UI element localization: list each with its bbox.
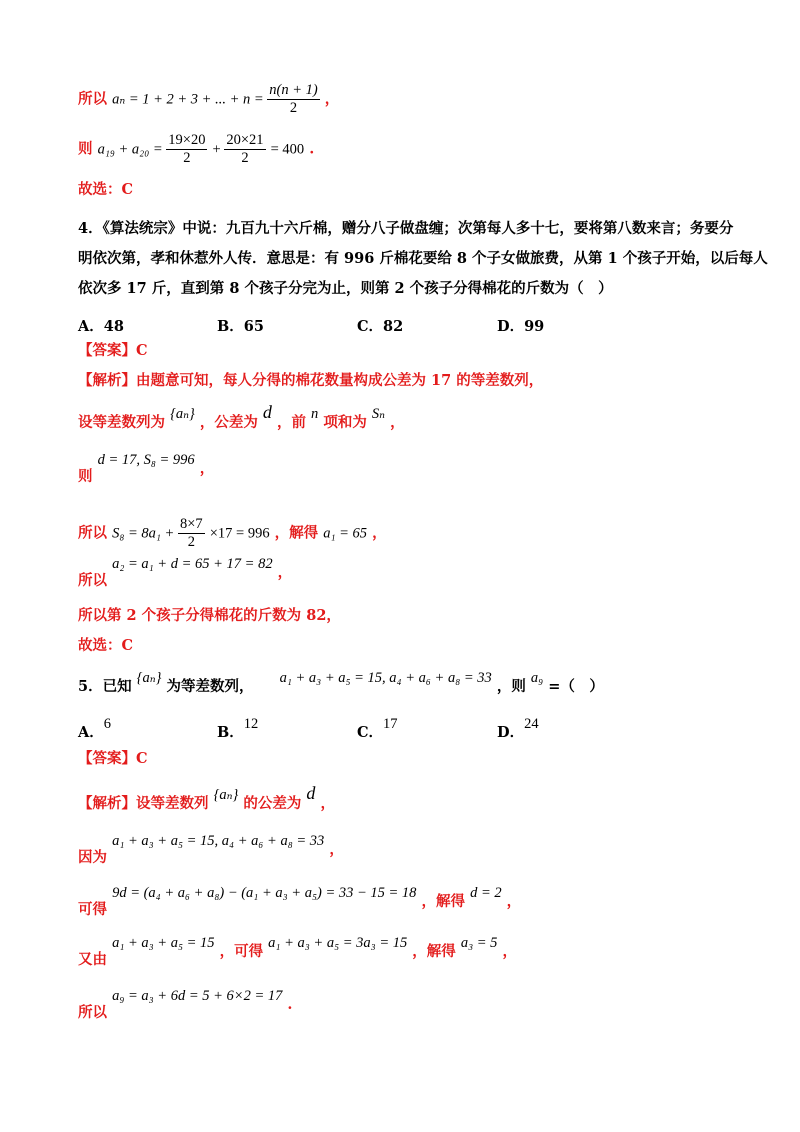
fraction: [224, 132, 265, 167]
formula-s8: S₈ = 8a₁ +: [112, 525, 178, 542]
suffix-text: ，: [502, 943, 517, 960]
analysis-a9: [78, 988, 293, 1021]
answer-label: 【答案】C: [78, 342, 148, 359]
analysis-a2: [78, 556, 293, 589]
option-d: D．99: [497, 318, 545, 335]
fraction-denominator: 2: [289, 100, 298, 116]
formula-condition: a₁ + a₃ + a₅ = 15, a₄ + a₆ + a₈ = 33: [279, 670, 492, 686]
suffix-text: .: [287, 996, 293, 1013]
fraction: [267, 82, 319, 117]
option-a: [78, 716, 112, 742]
formula-sum: aₙ = 1 + 2 + 3 + ... + n =: [112, 91, 268, 108]
formula-3a3: a₁ + a₃ + a₅ = 3a₃ = 15: [268, 935, 408, 951]
text-part: 的公差为: [243, 795, 302, 812]
analysis-setup: [78, 402, 405, 431]
choose-c-text: 故选：C: [78, 181, 134, 198]
option-b: B．65: [217, 318, 264, 335]
prefix-text: 所以: [78, 524, 107, 542]
analysis-conclusion: 所以第 2 个孩子分得棉花的斤数为 82，: [78, 607, 341, 624]
prefix-text: 所以: [78, 90, 107, 108]
suffix-text: ，: [324, 90, 340, 108]
formula-condition: a₁ + a₃ + a₅ = 15: [112, 935, 215, 951]
text-part: ，可得: [219, 943, 264, 960]
fraction-denominator: 2: [183, 150, 191, 166]
formula-9d: 9d = (a₄ + a₆ + a₈) − (a₁ + a₃ + a₅) = 33 − 15 = 18: [112, 885, 417, 901]
solution-line-a19-a20: [78, 132, 314, 167]
question-5-stem: [78, 670, 604, 695]
fraction-numerator: 19×20: [168, 132, 206, 148]
formula-a19-a20: a₁₉ + a₂₀ =: [97, 141, 167, 158]
analysis-solve-a1: [78, 516, 387, 551]
fraction: [166, 132, 207, 167]
analysis-intro: [78, 783, 335, 812]
suffix-text: ，: [372, 524, 387, 542]
fraction-denominator: 2: [187, 534, 195, 550]
text-part: ，: [320, 795, 335, 812]
formula-d: d = 2: [470, 885, 502, 901]
suffix-text: ，: [277, 564, 293, 581]
result-value: = 400: [270, 141, 305, 158]
analysis-given: [78, 833, 344, 866]
text-part: 【解析】设等差数列: [78, 795, 209, 812]
question-4-line-3: 依次多 17 斤，直到第 8 个孩子分完为止，则第 2 个孩子分得棉花的斤数为（ ）: [78, 280, 613, 297]
fraction-numerator: 8×7: [179, 516, 203, 532]
solution-line-sum: [78, 82, 339, 117]
answer-label: 【答案】C: [78, 750, 148, 767]
text-part: 5．已知: [78, 678, 132, 695]
option-value: 12: [243, 716, 259, 732]
prefix-text: 又由: [78, 951, 107, 968]
common-difference-symbol: d: [262, 402, 272, 422]
prefix-text: 所以: [78, 1004, 107, 1021]
sequence-notation: {aₙ}: [170, 406, 195, 422]
plus-sign: +: [212, 141, 225, 158]
text-part: 设等差数列为: [78, 414, 165, 431]
common-difference-symbol: d: [306, 783, 316, 803]
analysis-a3: [78, 935, 517, 968]
option-a: A．48: [78, 318, 124, 335]
text-part: ，: [390, 414, 405, 431]
formula-a2: a₂ = a₁ + d = 65 + 17 = 82: [112, 556, 273, 572]
text-part: =（ ）: [548, 678, 604, 695]
prefix-text: 可得: [78, 901, 107, 918]
sequence-notation: {aₙ}: [213, 787, 239, 803]
option-letter: B．: [217, 724, 244, 741]
formula-a1: a₁ = 65: [323, 525, 368, 542]
formula-given: d = 17, S₈ = 996: [97, 452, 195, 468]
fraction-numerator: 20×21: [226, 132, 264, 148]
formula-s8-rest: ×17 = 996: [209, 525, 270, 542]
choose-c-text: 故选：C: [78, 637, 134, 654]
text-part: ，前: [276, 414, 306, 431]
analysis-solve-d: [78, 885, 522, 918]
text-part: 为等差数列，: [166, 678, 254, 695]
suffix-text: ，: [199, 460, 215, 477]
fraction: [178, 516, 205, 551]
question-4-line-2: 明依次第，孝和休惹外人传．意思是：有 996 斤棉花要给 8 个子女做旅费，从第 1 个孩子开始，以后每人: [78, 250, 768, 267]
option-d: [497, 716, 539, 742]
option-value: 17: [383, 716, 398, 732]
text-part: ，解得: [421, 893, 465, 910]
n-symbol: n: [311, 406, 319, 422]
option-c: C．82: [357, 318, 404, 335]
prefix-text: 因为: [78, 849, 107, 866]
analysis-intro: 【解析】由题意可知，每人分得的棉花数量构成公差为 17 的等差数列，: [78, 372, 544, 389]
text-part: ，公差为: [199, 414, 258, 431]
suffix-text: ，: [506, 893, 522, 910]
prefix-text: 则: [78, 468, 93, 485]
text-part: ，解得: [274, 524, 319, 542]
fraction-denominator: 2: [241, 150, 249, 166]
option-value: 24: [524, 716, 539, 732]
option-value: 6: [103, 716, 112, 732]
option-b: [217, 716, 259, 742]
text-part: ，解得: [412, 943, 456, 960]
formula-a3: a₃ = 5: [460, 935, 498, 951]
text-part: 项和为: [323, 414, 367, 431]
formula-given: a₁ + a₃ + a₅ = 15, a₄ + a₆ + a₈ = 33: [112, 833, 325, 849]
option-c: [357, 716, 398, 742]
question-4-line-1: 4．《算法统宗》中说：九百九十六斤棉，赠分八子做盘缠；次第每人多十七，要将第八数来言；务要分: [78, 220, 734, 237]
analysis-given: [78, 452, 215, 485]
sequence-notation: {aₙ}: [136, 670, 162, 686]
formula-a9: a₉ = a₃ + 6d = 5 + 6×2 = 17: [112, 988, 283, 1004]
option-letter: D．: [497, 724, 525, 741]
text-part: ，则: [496, 678, 526, 695]
option-letter: C．: [357, 724, 384, 741]
a9-symbol: a₉: [530, 670, 544, 686]
suffix-text: .: [309, 140, 315, 158]
suffix-text: ，: [329, 841, 344, 858]
fraction-numerator: n(n + 1): [269, 82, 318, 98]
sum-symbol: Sₙ: [371, 406, 386, 422]
prefix-text: 则: [78, 140, 93, 158]
prefix-text: 所以: [78, 572, 107, 589]
option-letter: A．: [78, 724, 104, 741]
